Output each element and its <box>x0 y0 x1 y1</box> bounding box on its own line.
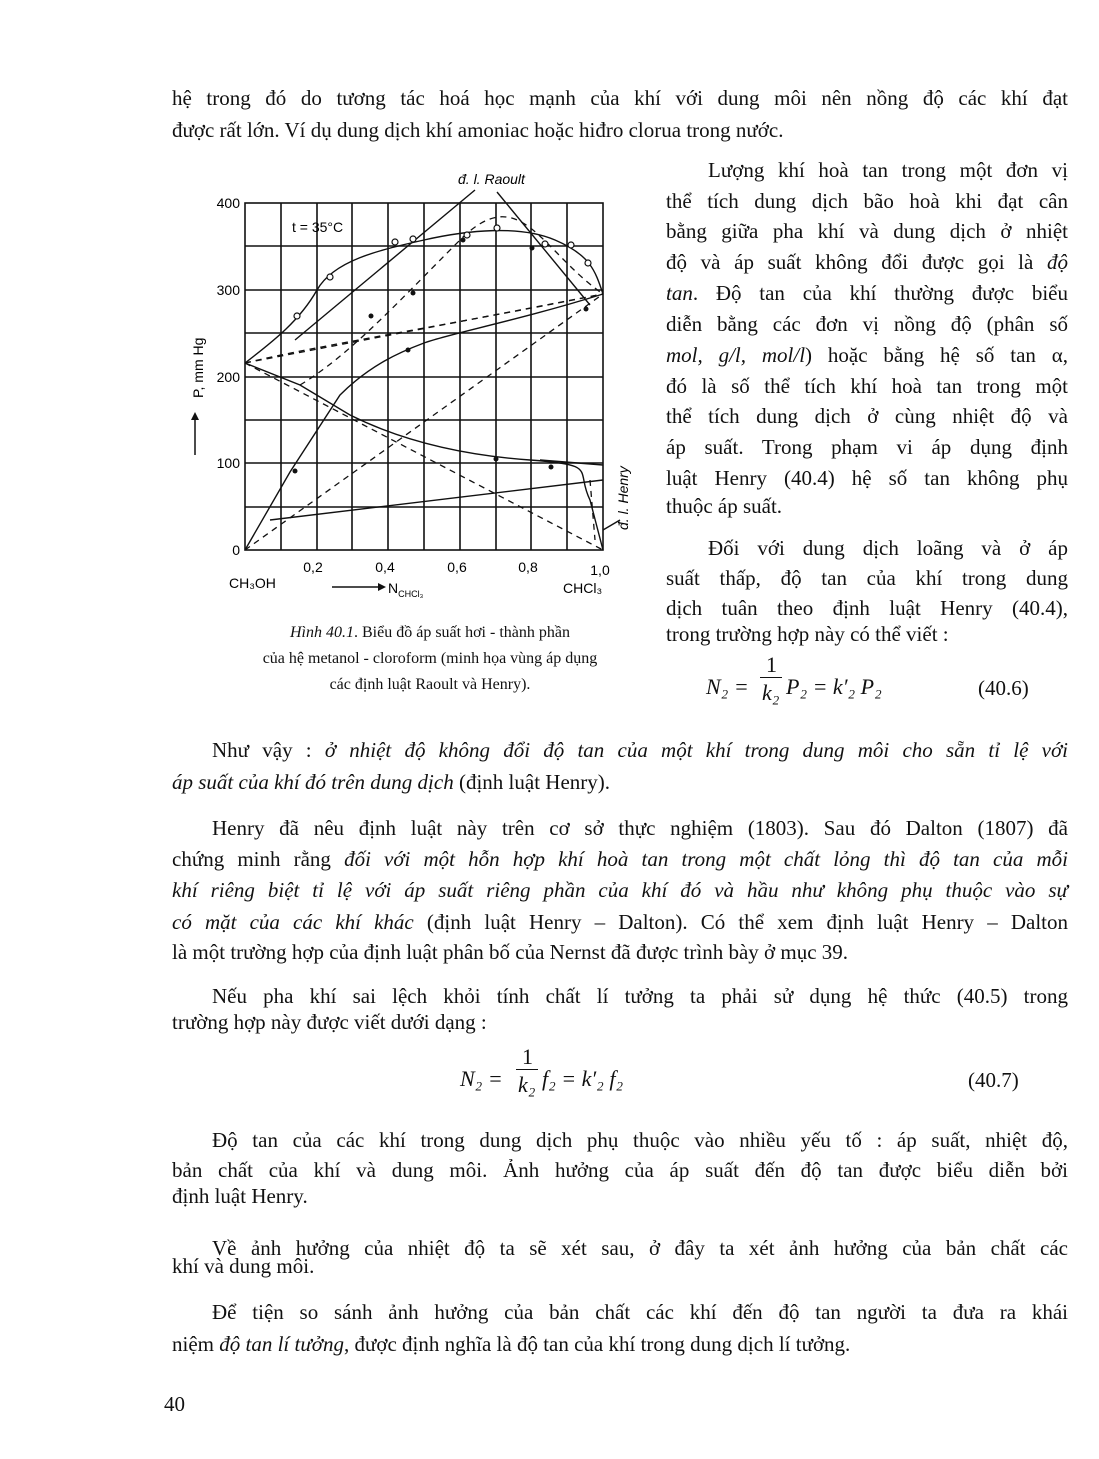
text-line: Nếu pha khí sai lệch khỏi tính chất lí tưởng ta phải sử dụng hệ thức (40.5) trong <box>212 984 1068 1008</box>
text-line: độ và áp suất không đổi được gọi là độ <box>666 250 1068 274</box>
henry-line <box>270 480 603 520</box>
x-tick: 0,4 <box>375 559 395 575</box>
raoult-label: đ. l. Raoult <box>458 171 525 187</box>
left-component: CH₃OH <box>229 575 276 591</box>
text-line: khí riêng biệt tỉ lệ với áp suất riêng phần của khí đó và hầu như không phụ thuộc vào sự <box>172 878 1068 902</box>
text-line: trường hợp này được viết dưới dạng : <box>172 1010 487 1034</box>
text-line: Độ tan của các khí trong dung dịch phụ thuộc vào nhiều yếu tố : áp suất, nhiệt độ, <box>212 1128 1068 1152</box>
text-line: dịch tuân theo định luật Henry (40.4), <box>666 596 1068 620</box>
x-tick: 0,2 <box>303 559 323 575</box>
y-tick: 400 <box>216 195 240 211</box>
text-line: áp suất. Trong phạm vi áp dụng định <box>666 435 1068 459</box>
y-tick: 300 <box>216 282 240 298</box>
text-line: luật Henry (40.4) hệ số tan không phụ <box>666 466 1068 490</box>
text-line: bản chất của khí và dung môi. Ảnh hưởng của áp suất đến độ tan được biểu diễn bởi <box>172 1158 1068 1182</box>
y-tick: 0 <box>232 542 240 558</box>
text-line: suất thấp, độ tan của khí trong dung <box>666 566 1068 590</box>
text-line: diễn bằng các đơn vị nồng độ (phân số <box>666 312 1068 336</box>
text-line: mol, g/l, mol/l) hoặc bằng hệ số tan α, <box>666 343 1069 367</box>
text-line: thể tích dung dịch ở cùng nhiệt độ và <box>666 404 1068 428</box>
henry-label: đ. l. Henry <box>615 466 631 530</box>
text-line: Để tiện so sánh ảnh hưởng của bản chất các khí đến độ tan người ta đưa ra khái <box>212 1300 1068 1324</box>
text-line: niệm độ tan lí tưởng, được định nghĩa là độ tan của khí trong dung dịch lí tưởng. <box>172 1332 851 1356</box>
x-tick: 0,8 <box>518 559 538 575</box>
x-axis-label: $N_{CHCl_3}$ <box>388 580 424 599</box>
raoult-line-2 <box>497 192 590 305</box>
y-tick: 200 <box>216 369 240 385</box>
text-line: áp suất của khí đó trên dung dịch (định luật Henry). <box>172 770 611 794</box>
text-line: khí và dung môi. <box>172 1254 315 1278</box>
text-line: trong trường hợp này có thể viết : <box>666 622 949 646</box>
text-line: Lượng khí hoà tan trong một đơn vị <box>708 158 1068 182</box>
figure-caption: các định luật Raoult và Henry). <box>329 676 531 693</box>
text-line: thể tích dung dịch bão hoà khi đạt cân <box>666 189 1068 213</box>
text-line: Henry đã nêu định luật này trên cơ sở thực nghiệm (1803). Sau đó Dalton (1807) đã <box>212 816 1068 840</box>
page-number: 40 <box>164 1392 185 1416</box>
text-line: tan. Độ tan của khí thường được biểu <box>666 281 1068 305</box>
vapor-pressure-figure <box>180 160 650 610</box>
text-line: chứng minh rằng đối với một hỗn hợp khí hoà tan trong một chất lỏng thì độ tan của mỗi <box>172 847 1068 871</box>
x-tick: 0,6 <box>447 559 467 575</box>
y-axis-label: P, mm Hg <box>190 337 206 398</box>
text-line: là một trường hợp của định luật phân bố của Nernst đã được trình bày ở mục 39. <box>172 940 849 964</box>
text-line: định luật Henry. <box>172 1184 308 1208</box>
text-line: Về ảnh hưởng của nhiệt độ ta sẽ xét sau, ở đây ta xét ảnh hưởng của bản chất các <box>212 1236 1068 1260</box>
y-tick: 100 <box>216 455 240 471</box>
figure-caption: của hệ metanol - cloroform (minh họa vùng áp dụng <box>262 650 598 667</box>
text-line: bằng giữa pha khí và dung dịch ở nhiệt <box>666 219 1068 243</box>
figure-caption: Hình 40.1. Biểu đồ áp suất hơi - thành phần <box>290 624 570 641</box>
text-line: có mặt của các khí khác (định luật Henry – Dalton). Có thể xem định luật Henry – Dalton <box>172 910 1068 934</box>
raoult-line-1 <box>295 190 475 340</box>
right-component: CHCl₃ <box>563 580 603 596</box>
text-line: thuộc áp suất. <box>666 494 783 518</box>
temperature-label: t = 35°C <box>292 219 344 235</box>
x-tick: 1,0 <box>590 562 610 578</box>
text-line: Như vậy : ở nhiệt độ không đổi độ tan của một khí trong dung môi cho sẵn tỉ lệ với <box>212 738 1069 762</box>
text-line: hệ trong đó do tương tác hoá học mạnh của khí với dung môi nên nồng độ các khí đạt <box>172 86 1068 110</box>
text-line: Đối với dung dịch loãng và ở áp <box>708 536 1068 560</box>
text-line: đó là số thể tích khí hoà tan trong một <box>666 374 1068 398</box>
text-line: được rất lớn. Ví dụ dung dịch khí amoniac hoặc hiđro clorua trong nước. <box>172 118 784 142</box>
